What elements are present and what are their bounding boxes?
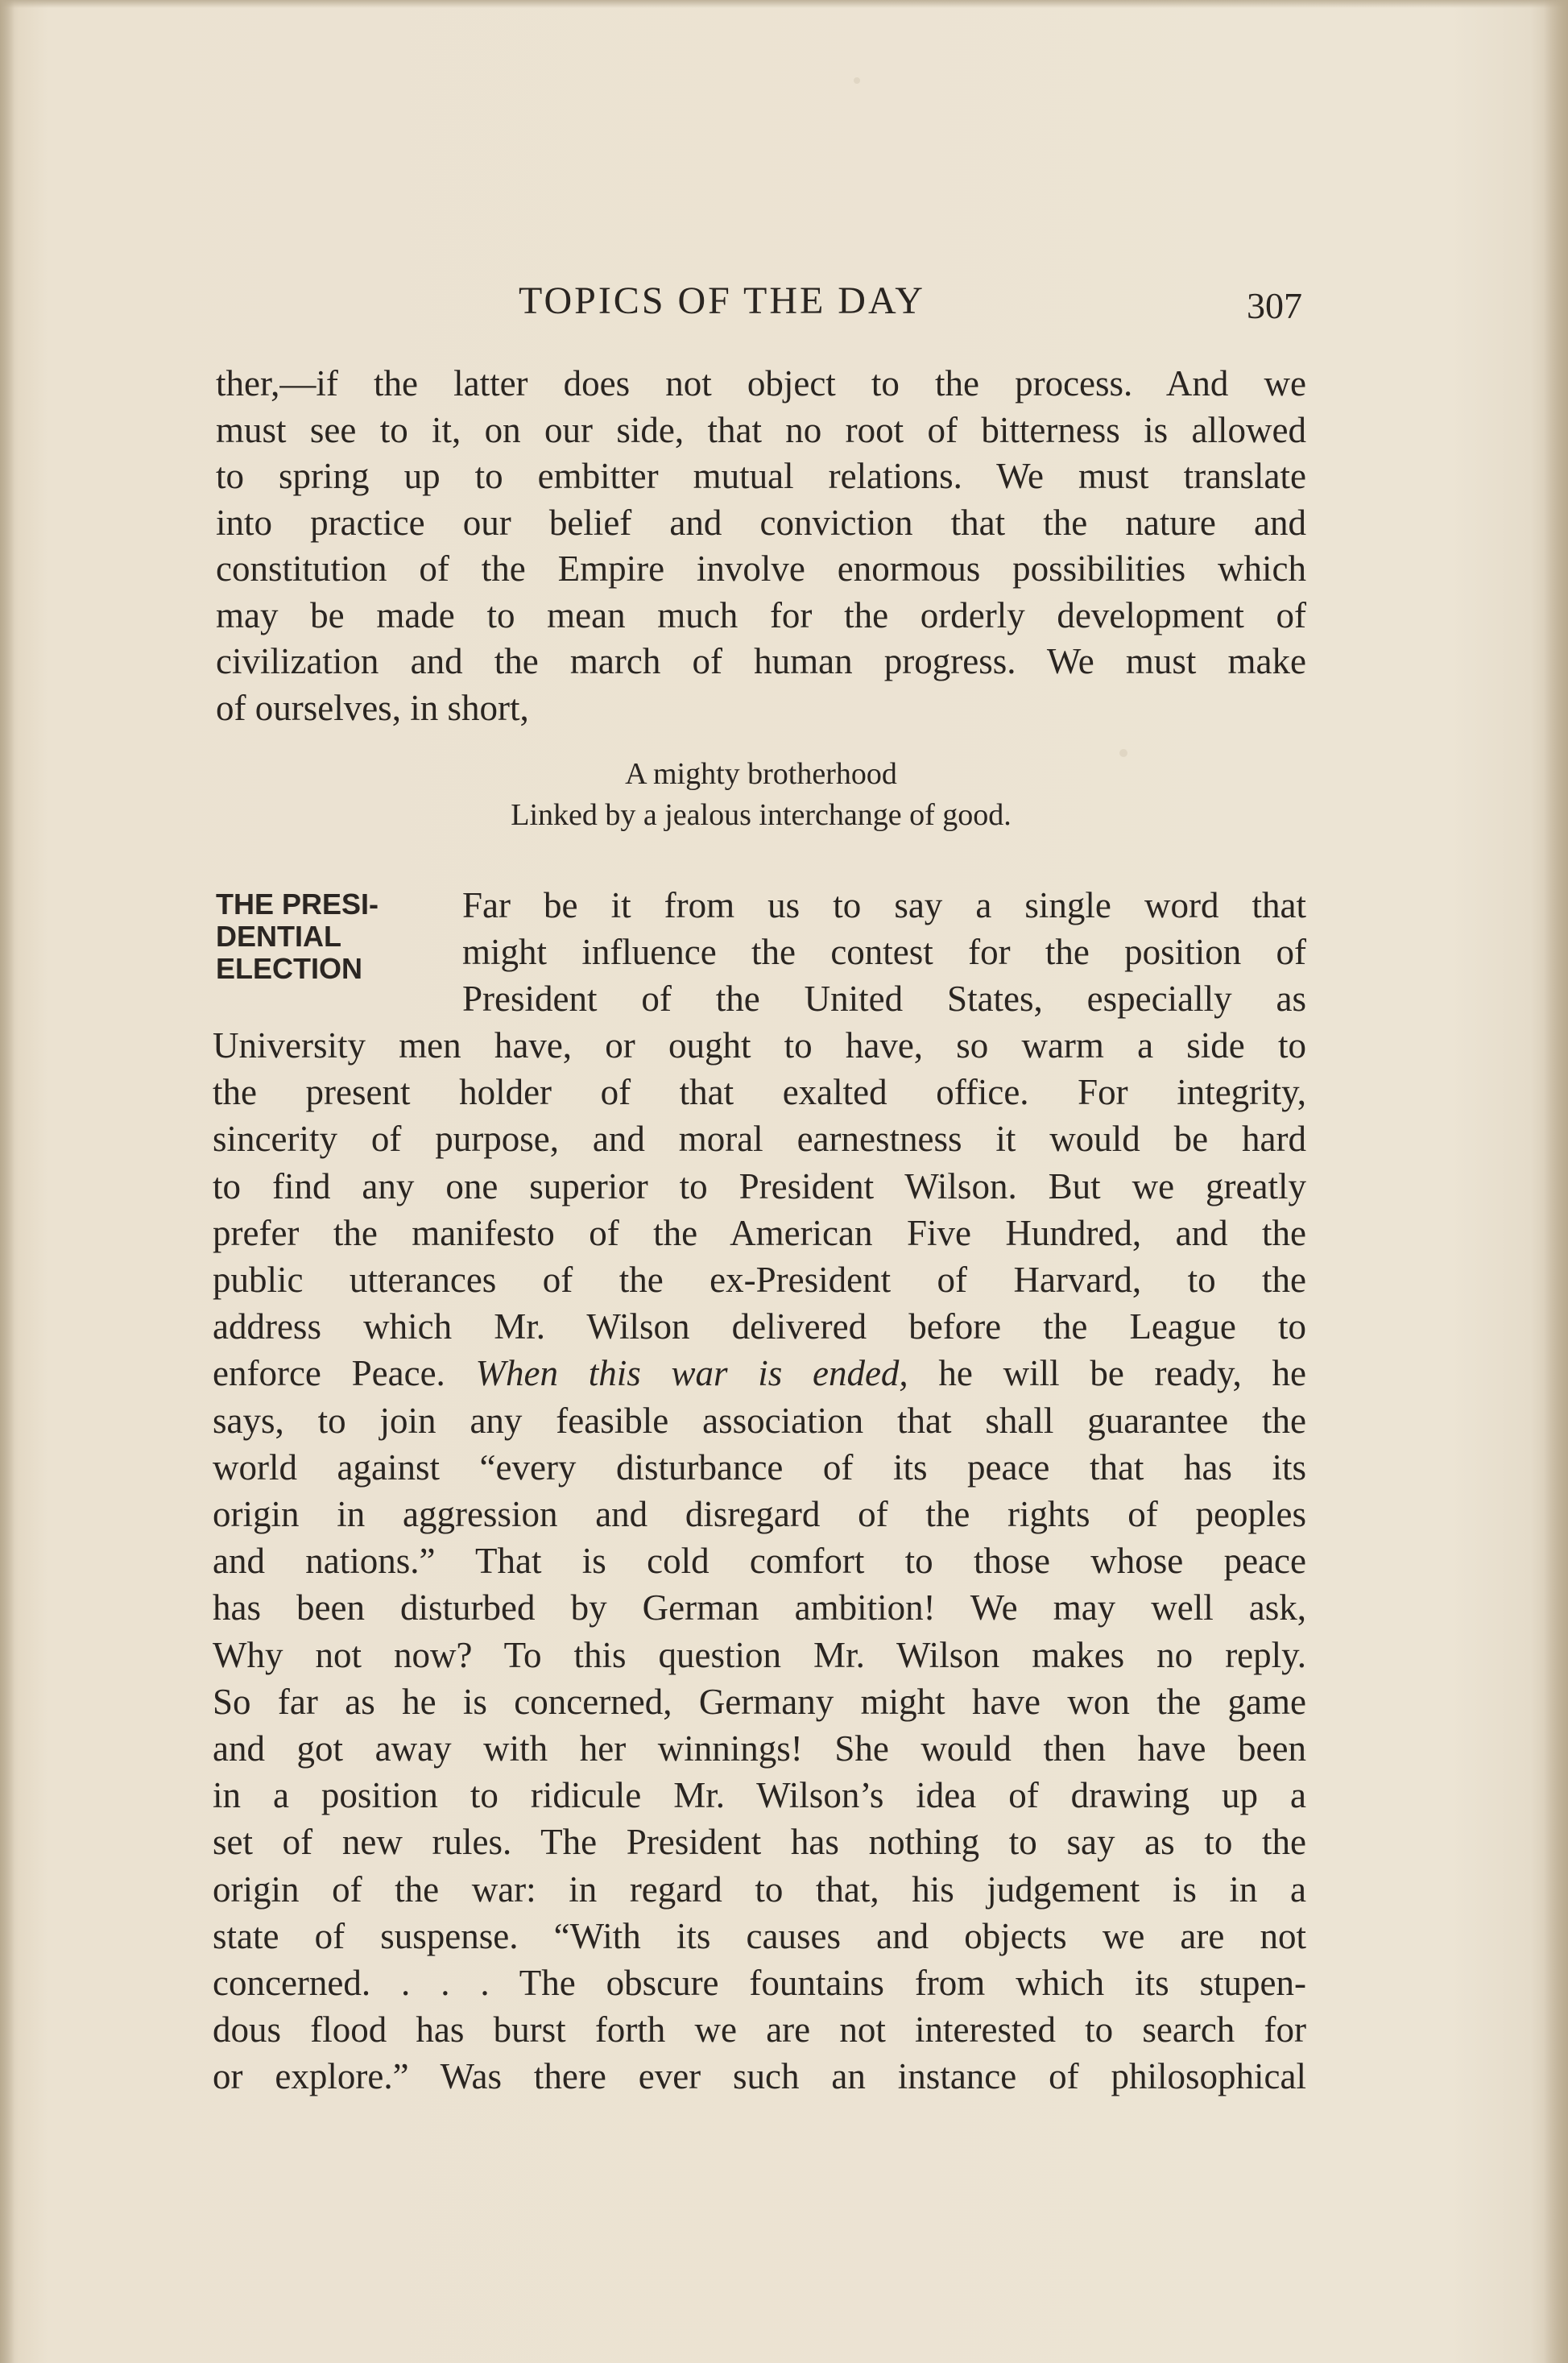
text-line: might influence the contest for the position of [462, 932, 1306, 972]
text-line: may be made to mean much for the orderly development of [216, 594, 1306, 635]
page-top-edge [0, 0, 1568, 8]
text-line: concerned. . . . The obscure fountains from which its stupen- [213, 1963, 1306, 2004]
section-side-heading [216, 888, 449, 985]
indented-opening-lines [462, 882, 1306, 1022]
text-line: public utterances of the ex-President of Harvard, to the [213, 1260, 1306, 1301]
text-line: So far as he is concerned, Germany might have won the game [213, 1681, 1306, 1722]
running-title: TOPICS OF THE DAY [519, 279, 925, 322]
text-line: of ourselves, in short, [216, 687, 529, 728]
text-segment: enforce Peace. [213, 1353, 445, 1394]
text-line: says, to join any feasible association that shall guarantee the [213, 1400, 1306, 1441]
opening-paragraph [216, 361, 1306, 731]
text-line: ther,—if the latter does not object to the process. And we [216, 363, 1306, 403]
verse-line: Linked by a jealous interchange of good. [511, 798, 1012, 832]
verse-quotation [216, 754, 1306, 836]
text-line: world against “every disturbance of its peace that has its [213, 1446, 1306, 1488]
text-line: University men have, or ought to have, so warm a side to [213, 1025, 1306, 1066]
side-heading-line: THE PRESI- [216, 888, 379, 921]
text-line-with-italic [213, 1350, 1306, 1397]
text-line: must see to it, on our side, that no root of bitterness is allowed [216, 409, 1306, 450]
text-line: Far be it from us to say a single word that [462, 885, 1306, 925]
text-line: constitution of the Empire involve enormous possibilities which [216, 548, 1306, 589]
text-line: President of the United States, especially as [462, 979, 1306, 1019]
italic-phrase: When this war is ended, [475, 1353, 908, 1394]
text-line: and got away with her winnings! She would then have been [213, 1728, 1306, 1769]
text-line: and nations.” That is cold comfort to those whose peace [213, 1541, 1306, 1582]
text-line: prefer the manifesto of the American Five Hundred, and the [213, 1212, 1306, 1253]
text-line: origin of the war: in regard to that, his judgement is in a [213, 1868, 1306, 1910]
page-left-edge [0, 0, 14, 2363]
paper-stain [854, 77, 860, 84]
text-line: the present holder of that exalted office. For integrity, [213, 1072, 1306, 1113]
election-paragraph [213, 1022, 1306, 2100]
text-line: dous flood has burst forth we are not interested to search for [213, 2009, 1306, 2051]
text-line: or explore.” Was there ever such an instance of philosophical [213, 2056, 1306, 2097]
text-segment: he will be ready, he [938, 1353, 1307, 1394]
text-line: into practice our belief and conviction that the nature and [216, 502, 1306, 543]
text-line: to find any one superior to President Wilson. But we greatly [213, 1165, 1306, 1206]
text-line: in a position to ridicule Mr. Wilson’s idea of drawing up a [213, 1775, 1306, 1816]
page-number: 307 [1247, 285, 1302, 326]
side-heading-line: ELECTION [216, 952, 363, 985]
text-line: civilization and the march of human progress. We must make [216, 641, 1306, 681]
side-heading-line: DENTIAL [216, 920, 341, 953]
text-line: address which Mr. Wilson delivered before the League to [213, 1306, 1306, 1347]
text-line: set of new rules. The President has nothing to say as to the [213, 1822, 1306, 1863]
text-line: origin in aggression and disregard of the rights of peoples [213, 1494, 1306, 1535]
text-line: state of suspense. “With its causes and objects we are not [213, 1915, 1306, 1956]
text-line: has been disturbed by German ambition! We may well ask, [213, 1587, 1306, 1628]
page-right-edge [1544, 0, 1568, 2363]
text-line: to spring up to embitter mutual relations. We must translate [216, 456, 1306, 496]
text-line: Why not now? To this question Mr. Wilson makes no reply. [213, 1634, 1306, 1675]
verse-line: A mighty brotherhood [625, 757, 897, 791]
text-line: sincerity of purpose, and moral earnestness it would be hard [213, 1119, 1306, 1160]
